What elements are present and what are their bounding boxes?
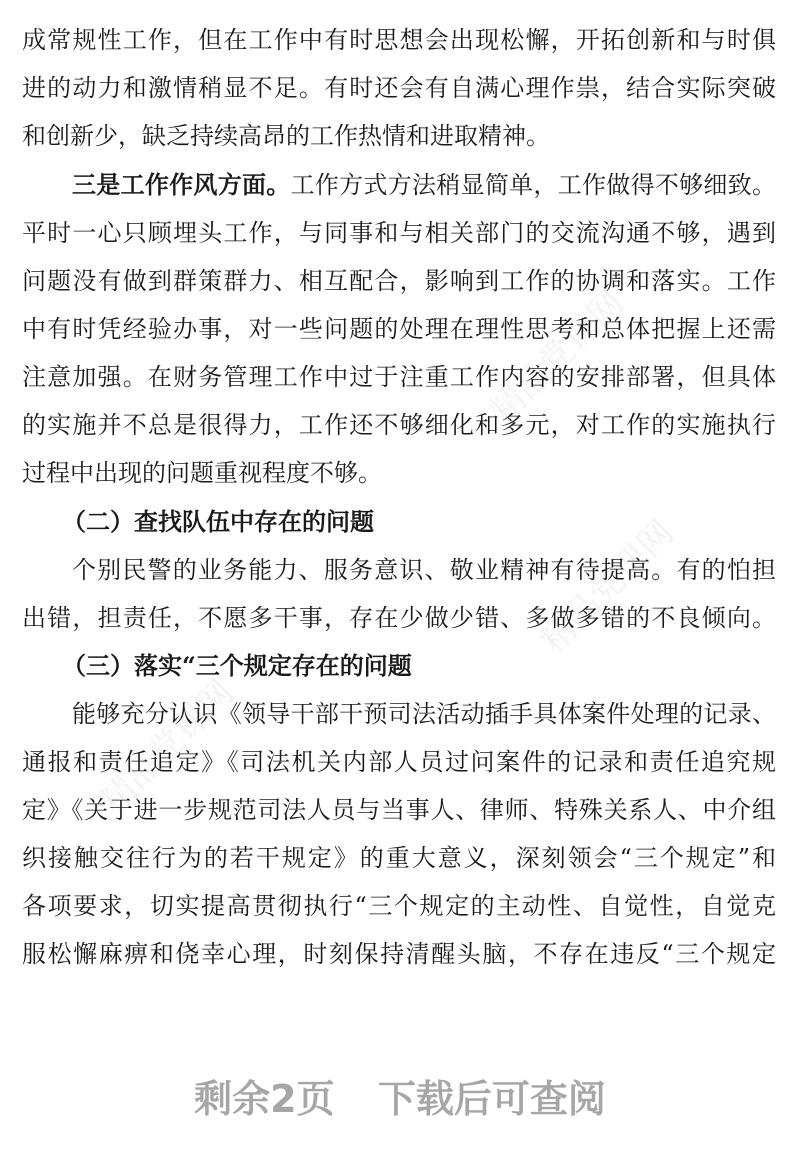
text-line: 和创新少，缺乏持续高昂的工作热情和进取精神。: [22, 122, 550, 150]
watermark: 精品党课网: [483, 282, 632, 432]
text-line: 问题没有做到群策群力、相互配合，影响到工作的协调和落实。工作: [22, 267, 776, 295]
text-line: 各项要求，切实提高贯彻执行“三个规定的主动性、自觉性，自觉克: [22, 892, 776, 920]
text-line: 个别民警的业务能力、服务意识、敬业精神有待提高。有的怕担: [72, 556, 776, 584]
watermark: 精品党课网: [533, 512, 682, 662]
section-heading: （二）查找队伍中存在的问题: [62, 507, 374, 536]
text-line: 进的动力和激情稍显不足。有时还会有自满心理作祟，结合实际突破: [22, 74, 776, 102]
text-line: 织接触交往行为的若干规定》的重大意义，深刻领会“三个规定”和: [22, 844, 776, 872]
text-line: 通报和责任追定》《司法机关内部人员过问案件的记录和责任追究规: [22, 748, 776, 776]
text-line: 定》《关于进一步规范司法人员与当事人、律师、特殊关系人、中介组: [22, 796, 776, 824]
text-line: 过程中出现的问题重视程度不够。: [22, 459, 382, 487]
remaining-pages-banner[interactable]: 剩余2页 下载后可查阅: [194, 1077, 606, 1121]
text-line: 成常规性工作，但在工作中有时思想会出现松懈，开拓创新和与时俱: [22, 26, 776, 54]
section-heading-inline: 三是工作作风方面。: [72, 170, 291, 199]
text-line: 的实施并不总是很得力，工作还不够细化和多元，对工作的实施执行: [22, 411, 776, 439]
text-line: 服松懈麻痹和侥幸心理，时刻保持清醒头脑，不存在违反“三个规定: [22, 940, 776, 968]
text-line: 能够充分认识《领导干部干预司法活动插手具体案件处理的记录、: [72, 700, 776, 728]
text-line: 平时一心只顾埋头工作，与同事和与相关部门的交流沟通不够，遇到: [22, 219, 776, 247]
text-line: [72, 170, 776, 200]
text-line: 注意加强。在财务管理工作中过于注重工作内容的安排部署，但具体: [22, 363, 776, 391]
watermark: 精品党课网: [93, 672, 242, 822]
text-line: 中有时凭经验办事，对一些问题的处理在理性思考和总体把握上还需: [22, 315, 776, 343]
section-heading: （三）落实“三个规定存在的问题: [62, 651, 412, 680]
text-line: 出错，担责任，不愿多干事，存在少做少错、多做多错的不良倾向。: [22, 604, 776, 632]
text-span: 工作方式方法稍显简单，工作做得不够细致。: [290, 171, 777, 199]
